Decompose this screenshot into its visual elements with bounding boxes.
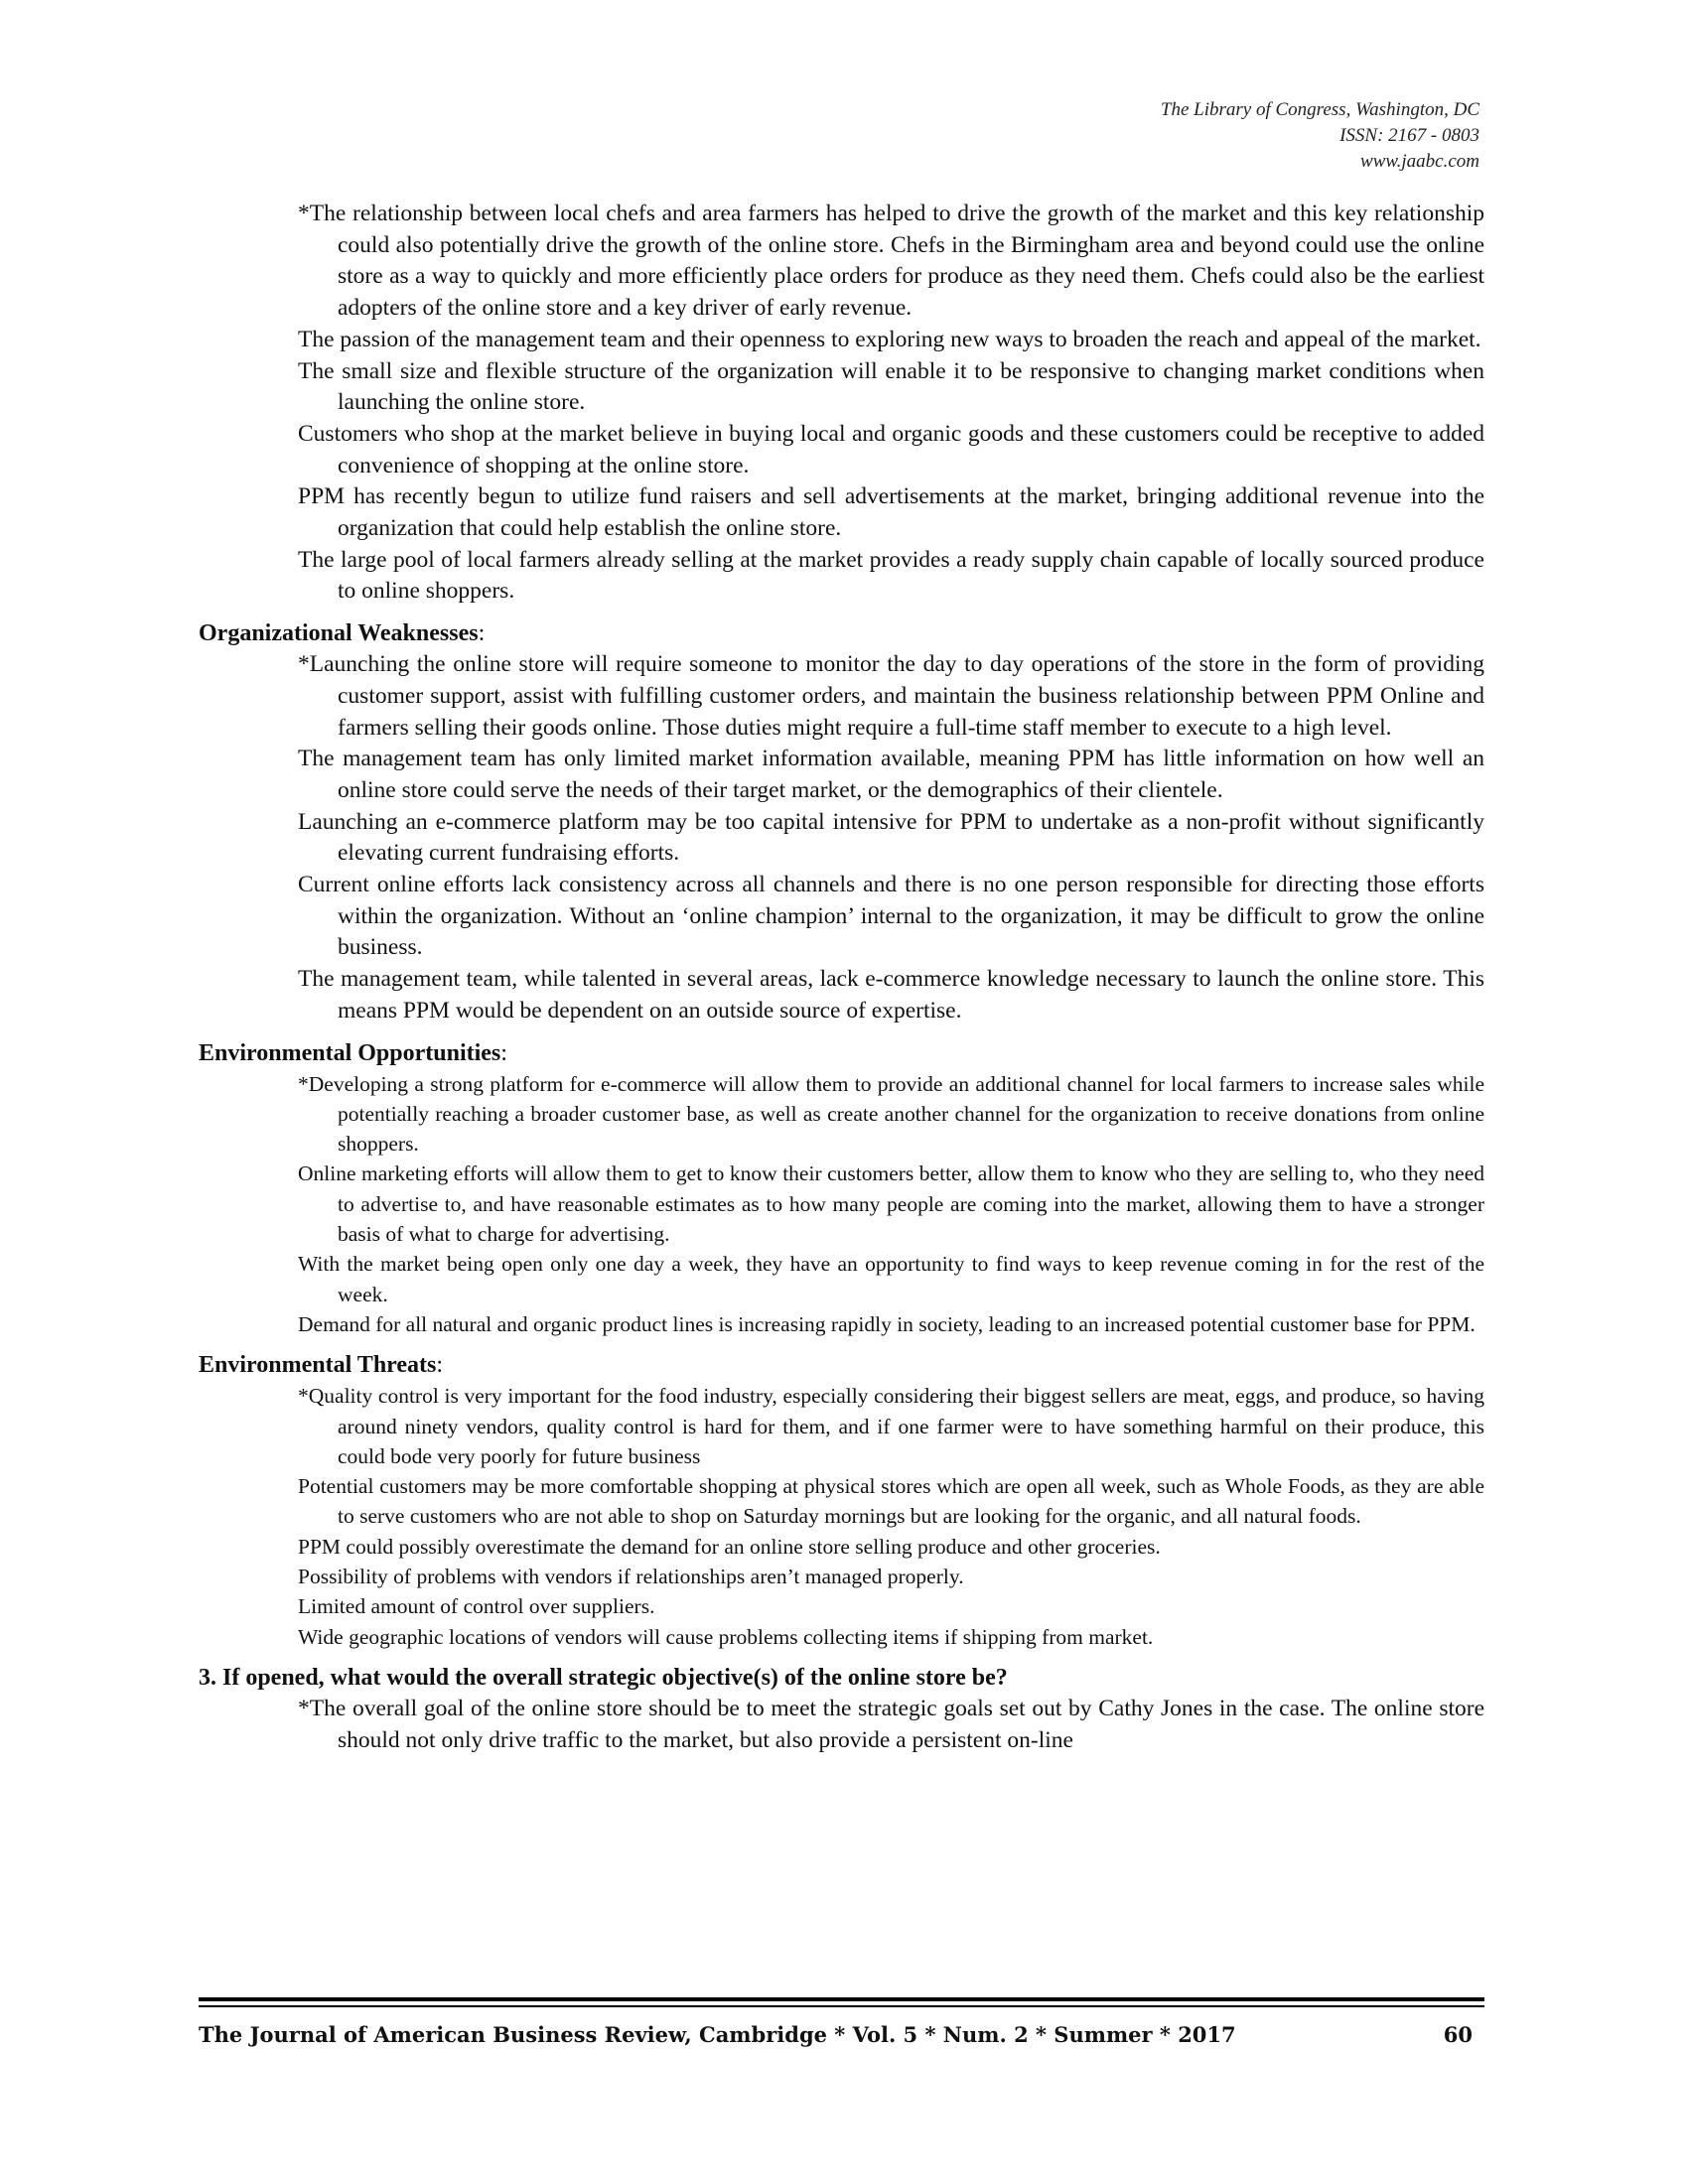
strengths-list xyxy=(199,199,1484,608)
list-item: Online marketing efforts will allow them to get to know their customers better, allow them to know who they are selling to, who they need to advertise to, and have reasonable estimates as to how many people are coming into the market, allowing them to have a stronger basis of what to charge for advertising. xyxy=(298,1161,1484,1247)
list-item: Launching an e-commerce platform may be too capital intensive for PPM to undertake as a non-profit without significantly elevating current fundraising efforts. xyxy=(298,808,1484,867)
list-item: Wide geographic locations of vendors will cause problems collecting items if shipping from market. xyxy=(298,1624,1154,1649)
page-footer xyxy=(199,2017,1484,2057)
list-item: *Quality control is very important for the food industry, especially considering their biggest sellers are meat, eggs, and produce, so having around ninety vendors, quality control is hard for them, and if one farmer were to have something harmful on their produce, this could bode very poorly for future business xyxy=(298,1384,1484,1468)
list-item: Limited amount of control over suppliers. xyxy=(298,1594,655,1619)
list-item: The passion of the management team and their openness to exploring new ways to broaden the reach and appeal of the market. xyxy=(298,326,1481,352)
heading-colon: : xyxy=(436,1352,444,1379)
list-item: The small size and flexible structure of the organization will enable it to be responsive to changing market conditions when launching the online store. xyxy=(298,357,1484,416)
heading-text: Environmental Opportunities xyxy=(199,1039,501,1066)
page-body xyxy=(199,199,1484,1756)
list-item: *The overall goal of the online store should be to meet the strategic goals set out by Cathy Jones in the case. The online store should not only drive traffic to the market, but also provide a persistent on-line xyxy=(298,1695,1484,1753)
opportunities-list xyxy=(199,1069,1484,1340)
list-item: The management team has only limited market information available, meaning PPM has little information on how well an online store could serve the needs of their target market, or the demographics of their clientele. xyxy=(298,746,1484,803)
section-heading-question-3 xyxy=(199,1662,1484,1694)
section-heading-threats xyxy=(199,1349,1484,1381)
list-item: Current online efforts lack consistency across all channels and there is no one person responsible for directing those efforts within the organization. Without an ‘online champion’ internal to the organization, it may be difficult to grow the online business. xyxy=(298,872,1484,961)
section-heading-weaknesses xyxy=(199,617,1484,649)
list-item: The large pool of local farmers already selling at the market provides a ready supply chain capable of locally sourced produce to online shoppers. xyxy=(298,546,1484,605)
running-header xyxy=(1161,97,1479,175)
heading-colon: : xyxy=(478,620,486,647)
page-number: 60 xyxy=(1443,2022,1473,2047)
list-item: Possibility of problems with vendors if relationships aren’t managed properly. xyxy=(298,1565,964,1589)
weaknesses-list xyxy=(199,649,1484,1026)
threats-list xyxy=(199,1381,1484,1652)
list-item: *The relationship between local chefs and area farmers has helped to drive the growth of the market and this key relationship could also potentially drive the growth of the online store. Chefs in the Birmingham area and beyond could use the online store as a way to quickly and more efficiently place orders for produce as they need them. Chefs could also be the earliest adopters of the online store and a key driver of early revenue. xyxy=(298,201,1484,322)
footer-journal: The Journal of American Business Review, Cambridge * Vol. 5 * Num. 2 * Summer * 2017 xyxy=(199,2022,1236,2047)
footer-rule-thick xyxy=(199,1997,1484,2001)
header-issn: ISSN: 2167 - 0803 xyxy=(1339,125,1479,146)
list-item: *Developing a strong platform for e-commerce will allow them to provide an additional channel for local farmers to increase sales while potentially reaching a broader customer base, as well as create another channel for the organization to receive donations from online shoppers. xyxy=(298,1071,1484,1157)
header-publisher: The Library of Congress, Washington, DC xyxy=(1160,99,1479,120)
list-item: PPM has recently begun to utilize fund raisers and sell advertisements at the market, bringing additional revenue into the organization that could help establish the online store. xyxy=(298,483,1484,542)
list-item: With the market being open only one day a week, they have an opportunity to find ways to keep revenue coming in for the rest of the week. xyxy=(298,1252,1484,1306)
footer-rule-thin xyxy=(199,2005,1484,2007)
heading-text: Environmental Threats xyxy=(199,1352,437,1379)
section-heading-opportunities xyxy=(199,1037,1484,1069)
heading-text: Organizational Weaknesses xyxy=(199,620,479,647)
list-item: PPM could possibly overestimate the demand for an online store selling produce and other groceries. xyxy=(298,1534,1161,1559)
heading-colon: : xyxy=(500,1039,507,1066)
list-item: Customers who shop at the market believe in buying local and organic goods and these customers could be receptive to added convenience of shopping at the online store. xyxy=(298,420,1484,478)
list-item: The management team, while talented in several areas, lack e-commerce knowledge necessary to launch the online store. This means PPM would be dependent on an outside source of expertise. xyxy=(298,966,1484,1024)
list-item: *Launching the online store will require someone to monitor the day to day operations of the store in the form of providing customer support, assist with fulfilling customer orders, and maintain the business relationship between PPM Online and farmers selling their goods online. Those duties might require a full-time staff member to execute to a high level. xyxy=(298,651,1484,741)
list-item: Demand for all natural and organic product lines is increasing rapidly in society, leading to an increased potential customer base for PPM. xyxy=(298,1311,1476,1336)
header-website: www.jaabc.com xyxy=(1360,151,1479,172)
heading-text: 3. If opened, what would the overall strategic objective(s) of the online store be? xyxy=(199,1664,1008,1691)
question-3-list xyxy=(199,1694,1484,1756)
list-item: Potential customers may be more comfortable shopping at physical stores which are open all week, such as Whole Foods, as they are able to serve customers who are not able to shop on Saturday mornings but are looking for the organic, and all natural foods. xyxy=(298,1474,1484,1529)
